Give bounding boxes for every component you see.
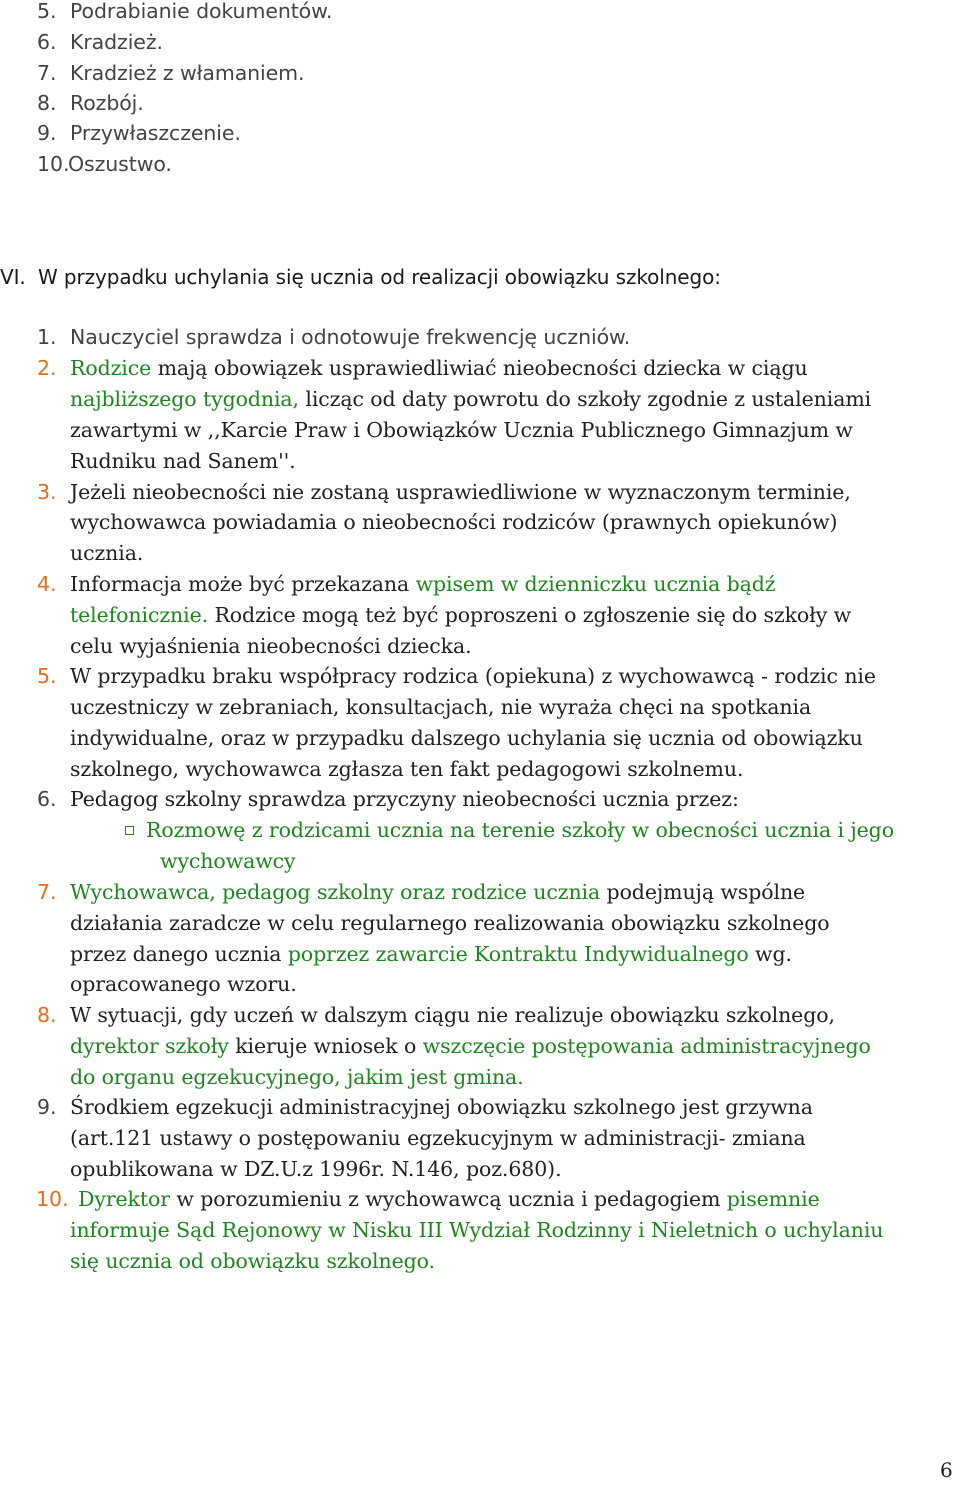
item-text: opublikowana w DZ.U.z 1996r. N.146, poz.680).: [70, 1157, 562, 1181]
item-text: W przypadku braku współpracy rodzica (opiekuna) z wychowawcą - rodzic nie: [70, 664, 876, 688]
item-number: 5.: [37, 664, 57, 688]
item-text: Nauczyciel sprawdza i odnotowuje frekwencję uczniów.: [70, 325, 631, 349]
text-run: kieruje wniosek o: [228, 1034, 423, 1058]
text-run: wg.: [748, 942, 792, 966]
item-number: 7.: [37, 880, 57, 904]
item-text: [70, 569, 776, 600]
item-text: celu wyjaśnienia nieobecności dziecka.: [70, 634, 472, 658]
list-number: 9.: [37, 121, 57, 145]
text-run: przez danego ucznia: [70, 942, 288, 966]
item-text: Pedagog szkolny sprawdza przyczyny nieobecności ucznia przez:: [70, 787, 739, 811]
bullet-text: Rozmowę z rodzicami ucznia na terenie szkoły w obecności ucznia i jego: [146, 818, 894, 842]
highlight: Wychowawca, pedagog szkolny oraz rodzice ucznia: [70, 880, 601, 904]
item-text: [70, 353, 808, 384]
list-item: Przywłaszczenie.: [70, 121, 241, 145]
highlight: wpisem w dzienniczku ucznia bądź: [415, 572, 776, 596]
checkbox-bullet-icon: [125, 826, 134, 835]
item-text: [70, 877, 805, 908]
item-text: Środkiem egzekucji administracyjnej obowiązku szkolnego jest grzywna: [70, 1095, 813, 1119]
list-number: 6.: [37, 30, 57, 54]
item-text: [70, 939, 792, 970]
list-item: Rozbój.: [70, 91, 144, 115]
item-text: ucznia.: [70, 541, 144, 565]
item-text: [70, 1031, 871, 1062]
item-text: [78, 1184, 820, 1215]
highlight: Rodzice: [70, 356, 152, 380]
highlight: najbliższego tygodnia,: [70, 387, 299, 411]
item-text: [70, 384, 871, 415]
text-run: Informacja może być przekazana: [70, 572, 416, 596]
item-text: działania zaradcze w celu regularnego realizowania obowiązku szkolnego: [70, 911, 830, 935]
list-number: 10.: [37, 152, 70, 176]
section-title: W przypadku uchylania się ucznia od realizacji obowiązku szkolnego:: [38, 265, 721, 289]
list-number: 7.: [37, 61, 57, 85]
item-text: uczestniczy w zebraniach, konsultacjach, nie wyraża chęci na spotkania: [70, 695, 812, 719]
item-text: Rudniku nad Sanem''.: [70, 449, 296, 473]
section-number: VI.: [0, 265, 26, 289]
item-text: się ucznia od obowiązku szkolnego.: [70, 1249, 435, 1273]
text-run: licząc od daty powrotu do szkoły zgodnie z ustaleniami: [298, 387, 872, 411]
item-text: W sytuacji, gdy uczeń w dalszym ciągu nie realizuje obowiązku szkolnego,: [70, 1003, 835, 1027]
text-run: mają obowiązek usprawiedliwiać nieobecności dziecka w ciągu: [151, 356, 808, 380]
item-text: informuje Sąd Rejonowy w Nisku III Wydział Rodzinny i Nieletnich o uchylaniu: [70, 1218, 884, 1242]
list-item: Kradzież.: [70, 30, 163, 54]
text-run: w porozumieniu z wychowawcą ucznia i pedagogiem: [169, 1187, 727, 1211]
item-number: 3.: [37, 480, 57, 504]
list-item: Oszustwo.: [68, 152, 172, 176]
item-number: 9.: [37, 1095, 57, 1119]
list-item: Kradzież z włamaniem.: [70, 61, 305, 85]
highlight: dyrektor szkoły: [70, 1034, 229, 1058]
item-text: [70, 600, 851, 631]
bullet-text: wychowawcy: [160, 849, 296, 873]
item-text: szkolnego, wychowawca zgłasza ten fakt pedagogowi szkolnemu.: [70, 757, 744, 781]
item-text: (art.121 ustawy o postępowaniu egzekucyjnym w administracji- zmiana: [70, 1126, 806, 1150]
list-number: 5.: [37, 0, 57, 23]
item-text: wychowawca powiadamia o nieobecności rodziców (prawnych opiekunów): [70, 510, 838, 534]
highlight: poprzez zawarcie Kontraktu Indywidualnego: [287, 942, 749, 966]
list-item: Podrabianie dokumentów.: [70, 0, 333, 23]
highlight: wszczęcie postępowania administracyjnego: [422, 1034, 871, 1058]
item-text: indywidualne, oraz w przypadku dalszego uchylania się ucznia od obowiązku: [70, 726, 863, 750]
item-number: 1.: [37, 325, 57, 349]
page-number: 6: [940, 1458, 953, 1482]
item-text: opracowanego wzoru.: [70, 972, 297, 996]
item-text: do organu egzekucyjnego, jakim jest gmina.: [70, 1065, 524, 1089]
highlight: Dyrektor: [78, 1187, 170, 1211]
item-number: 2.: [37, 356, 57, 380]
text-run: Rodzice mogą też być poproszeni o zgłoszenie się do szkoły w: [208, 603, 852, 627]
item-number: 8.: [37, 1003, 57, 1027]
item-number: 10.: [36, 1187, 69, 1211]
list-number: 8.: [37, 91, 57, 115]
text-run: podejmują wspólne: [600, 880, 806, 904]
highlight: pisemnie: [726, 1187, 820, 1211]
item-number: 4.: [37, 572, 57, 596]
highlight: telefonicznie.: [70, 603, 209, 627]
item-number: 6.: [37, 787, 57, 811]
item-text: Jeżeli nieobecności nie zostaną usprawiedliwione w wyznaczonym terminie,: [70, 480, 851, 504]
item-text: zawartymi w ,,Karcie Praw i Obowiązków Ucznia Publicznego Gimnazjum w: [70, 418, 853, 442]
